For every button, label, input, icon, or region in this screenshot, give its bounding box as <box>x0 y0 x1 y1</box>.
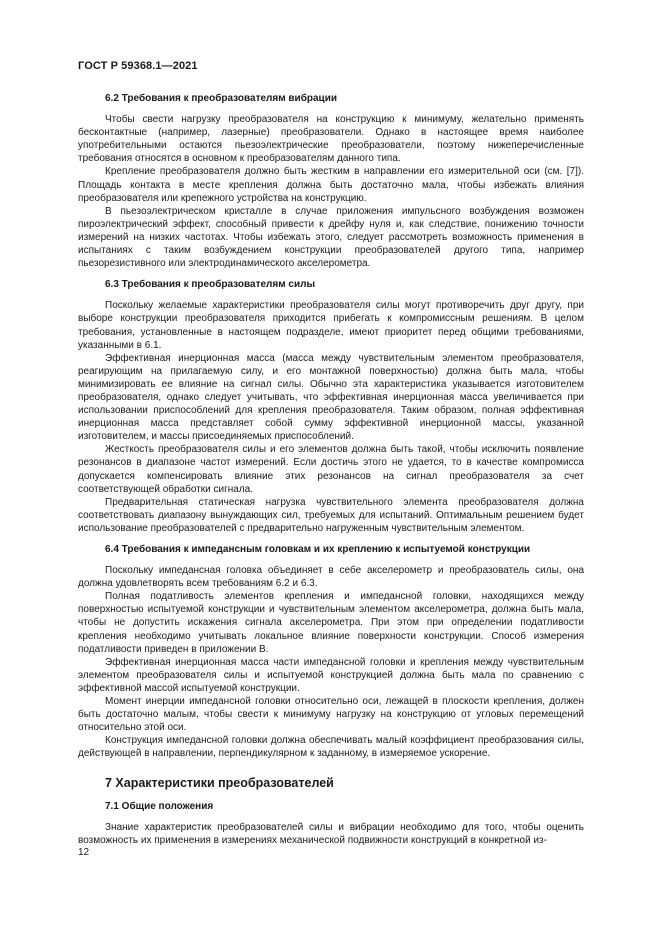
document-header: ГОСТ Р 59368.1—2021 <box>78 60 198 72</box>
paragraph: Эффективная инерционная масса (масса между чувствительным элементом преобразователя, реагирующим на прилагаемую силу, и его монтажной поверхностью) должна быть мала, чтобы минимизировать ее влияние на сигнал силы. Обычно эта характеристика указывается изготовителем преобразователя, однако следует учитывать, что эффективная инерционная масса увеличивается при использовании приспособлений для крепления преобразователя. Таким образом, полная эффективная инерционная масса представляет собой сумму эффективной инерционной массы, указанной изготовителем, и массы присоединяемых приспособлений. <box>78 352 584 443</box>
section-heading-6-2: 6.2 Требования к преобразователям вибрации <box>105 93 337 104</box>
section-heading-7: 7 Характеристики преобразователей <box>105 775 334 790</box>
paragraph: Знание характеристик преобразователей силы и вибрации необходимо для того, чтобы оценить возможность их применения в измерениях механической подвижности конструкций в конкретной из- <box>78 821 584 846</box>
paragraph: Чтобы свести нагрузку преобразователя на конструкцию к минимуму, желательно применять бесконтактные (например, лазерные) преобразователи. Однако в настоящее время наиболее употребительными остаются пьезоэлектрические преобразователи, поэтому нижеперечисленные требования относятся в основном к преобразователям данного типа. <box>78 114 584 165</box>
page-number: 12 <box>78 847 90 858</box>
paragraph: Крепление преобразователя должно быть жестким в направлении его измерительной оси (см. [7]). Площадь контакта в месте крепления должна быть достаточно мала, чтобы избежать влияния преобразователя или крепежного устройства на конструкцию. <box>78 166 584 204</box>
paragraph: Поскольку импедансная головка объединяет в себе акселерометр и преобразователь силы, она должна удовлетворять всем требованиям 6.2 и 6.3. <box>78 565 584 590</box>
paragraph: Полная податливость элементов крепления и импедансной головки, находящихся между поверхностью испытуемой конструкции и чувствительным элементом акселерометра, должна быть мала, чтобы не допустить искажения сигнала акселерометра. При этом при определении податливости крепления необходимо учитывать локальное влияние поверхности конструкции. Способ измерения податливости приведен в приложении В. <box>78 591 584 655</box>
paragraph: Конструкция импедансной головки должна обеспечивать малый коэффициент преобразования силы, действующей в направлении, перпендикулярном к заданному, в измеряемое ускорение. <box>78 735 584 760</box>
paragraph: Эффективная инерционная масса части импедансной головки и крепления между чувствительным элементом преобразователя силы и испытуемой конструкцией должна быть мала по сравнению с эффективной массой испытуемой конструкции. <box>78 656 584 694</box>
page-content <box>78 89 584 847</box>
paragraph: Момент инерции импедансной головки относительно оси, лежащей в плоскости крепления, должен быть достаточно малым, чтобы свести к минимуму нагрузку на конструкцию от угловых перемещений относительно этой оси. <box>78 696 584 734</box>
section-heading-7-1: 7.1 Общие положения <box>105 800 214 812</box>
section-heading-6-3: 6.3 Требования к преобразователям силы <box>105 279 316 291</box>
paragraph: Поскольку желаемые характеристики преобразователя силы могут противоречить друг другу, при выборе конструкции преобразователя приходится прибегать к компромиссным решениям. В целом требования, установленные в настоящем подразделе, имеют приоритет перед общими требованиями, указанными в 6.1. <box>78 300 584 351</box>
paragraph: Жесткость преобразователя силы и его элементов должна быть такой, чтобы исключить появление резонансов в диапазоне частот измерений. Если достичь этого не удается, то в качестве компромисса допускается компенсировать влияние этих резонансов на сигнал преобразователя за счет соответствующей обработки сигнала. <box>78 444 584 495</box>
paragraph: Предварительная статическая нагрузка чувствительного элемента преобразователя должна соответствовать диапазону вынуждающих сил, требуемых для испытаний. Оптимальным решением будет использование преобразователей с предварительно нагруженным чувствительным элементом. <box>78 496 584 534</box>
section-heading-6-4: 6.4 Требования к импедансным головкам и их креплению к испытуемой конструкции <box>105 544 531 555</box>
paragraph: В пьезоэлектрическом кристалле в случае приложения импульсного возбуждения возможен пироэлектрический эффект, способный привести к дрейфу нуля и, как следствие, понижению точности измерений на низких частотах. Чтобы избежать этого, следует рассмотреть возможность применения в испытаниях с таким возбуждением конструкции преобразователей другого типа, например пьезорезистивного или электродинамического акселерометра. <box>78 205 584 270</box>
